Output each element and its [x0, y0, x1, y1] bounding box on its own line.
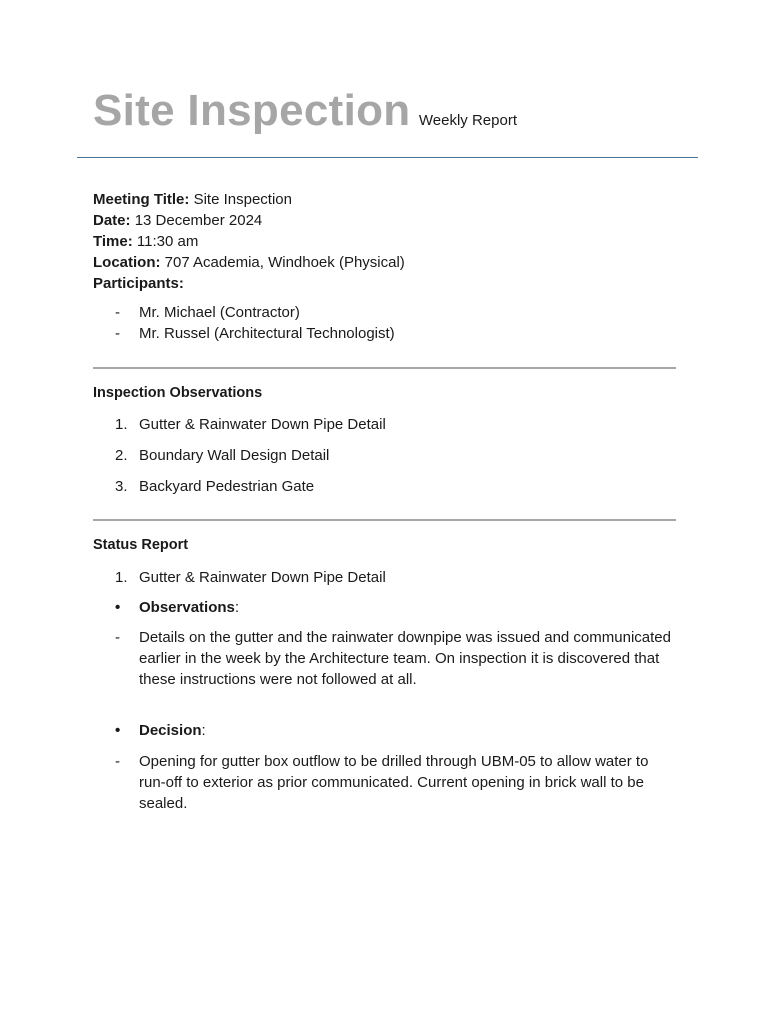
meeting-location-line [93, 252, 405, 273]
decision-text: Opening for gutter box outflow to be drilled through UBM-05 to allow water to run-off to exterior as prior communicated. Current opening in brick wall to be sealed. [139, 753, 649, 812]
participants-label: Participants: [93, 275, 184, 292]
meeting-date-line [93, 210, 405, 231]
list-text: Gutter & Rainwater Down Pipe Detail [139, 416, 386, 433]
observations-label: Observations [139, 599, 235, 616]
header-divider [77, 157, 698, 158]
participants-list [93, 302, 395, 344]
observations-bullet [93, 597, 239, 618]
decision-label: Decision [139, 722, 202, 739]
list-text: Backyard Pedestrian Gate [139, 478, 315, 495]
meeting-time-value: 11:30 am [136, 233, 199, 250]
meeting-details [93, 189, 405, 294]
meeting-location-value: 707 Academia, Windhoek (Physical) [164, 254, 405, 271]
decision-colon: : [201, 722, 206, 739]
meeting-title-line [93, 189, 405, 210]
meeting-time-line [93, 231, 405, 252]
dash-marker: - [115, 629, 120, 646]
list-text: Boundary Wall Design Detail [139, 447, 330, 464]
meeting-date-label: Date: [93, 212, 131, 229]
observations-paragraph [93, 627, 673, 690]
list-item [93, 567, 386, 588]
inspection-heading: Inspection Observations [93, 385, 263, 401]
list-number: 3. [115, 478, 128, 495]
participants-line [93, 273, 405, 294]
list-item [93, 445, 329, 466]
meeting-time-label: Time: [93, 233, 133, 250]
section-divider [93, 519, 676, 521]
list-item [93, 414, 386, 435]
document-subtitle: Weekly Report [418, 112, 517, 129]
meeting-title-value: Site Inspection [193, 191, 292, 208]
meeting-title-label: Meeting Title: [93, 191, 190, 208]
meeting-date-value: 13 December 2024 [134, 212, 263, 229]
list-item [93, 476, 314, 497]
observations-text: Details on the gutter and the rainwater downpipe was issued and communicated earlier in the week by the Architecture team. On inspection it is discovered that these instructions were not followed at all. [139, 629, 671, 688]
document-header [93, 86, 517, 136]
list-number: 1. [115, 569, 128, 586]
bullet-icon: • [115, 599, 121, 616]
list-number: 1. [115, 416, 128, 433]
meeting-location-label: Location: [93, 254, 161, 271]
observations-colon: : [234, 599, 240, 616]
bullet-icon: • [115, 722, 121, 739]
decision-bullet [93, 720, 206, 741]
list-item: - Mr. Michael (Contractor) [93, 302, 395, 323]
document-title: Site Inspection [93, 86, 411, 135]
list-number: 2. [115, 447, 128, 464]
status-heading: Status Report [93, 537, 189, 553]
dash-marker: - [115, 753, 120, 770]
section-divider [93, 367, 676, 369]
decision-paragraph [93, 751, 673, 814]
list-text: Gutter & Rainwater Down Pipe Detail [139, 569, 386, 586]
list-item: - Mr. Russel (Architectural Technologist) [93, 323, 395, 344]
